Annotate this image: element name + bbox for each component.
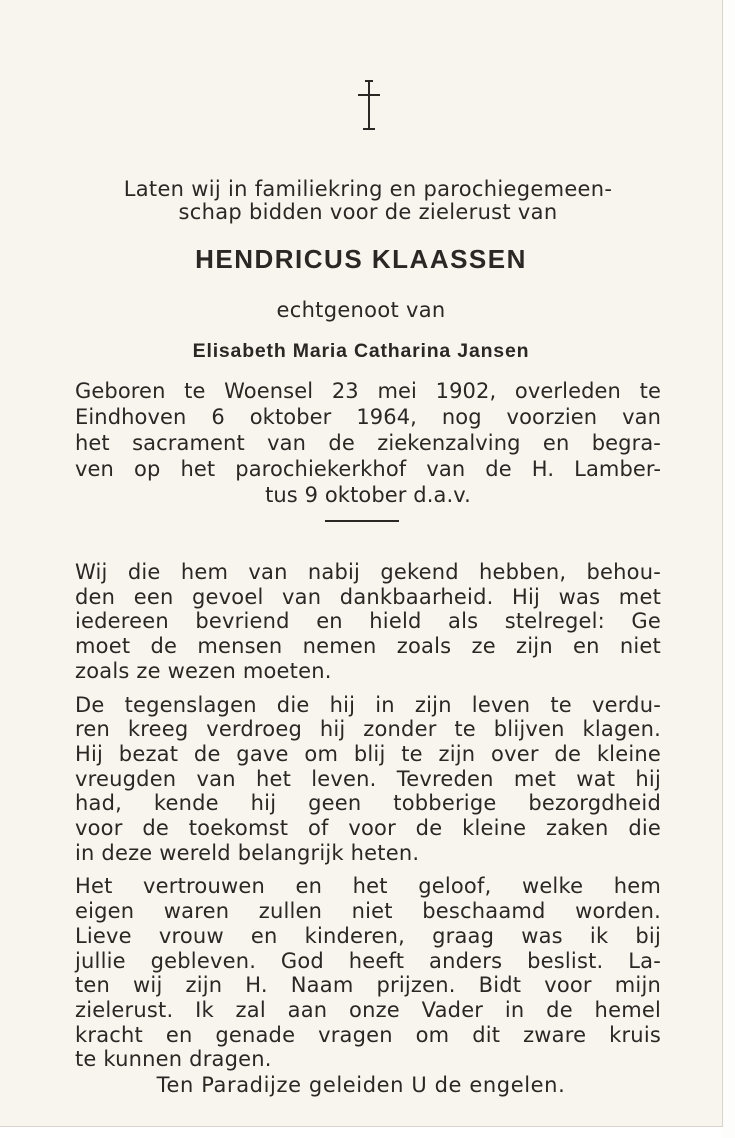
text-line: jullie gebleven. God heeft anders beslist. La-	[75, 948, 661, 973]
bio-line: Geboren te Woensel 23 mei 1902, overleden te	[75, 379, 661, 403]
text-line: eigen waren zullen niet beschaamd worden.	[75, 899, 661, 924]
tribute-paragraph	[75, 874, 661, 1072]
text-line: vreugden van het leven. Tevreden met wat hij	[75, 766, 661, 791]
text-line: ren kreeg verdroeg hij zonder te blijven klagen.	[75, 717, 661, 742]
text-line: Lieve vrouw en kinderen, graag was ik bij	[75, 923, 661, 948]
deceased-name: HENDRICUS KLAASSEN	[195, 244, 527, 274]
text-line: te kunnen dragen.	[75, 1047, 272, 1072]
text-line: kracht en genade vragen om dit zware kruis	[75, 1022, 661, 1047]
intro-line: schap bidden voor de zielerust van	[178, 200, 558, 224]
spouse-name: Elisabeth Maria Catharina Jansen	[192, 340, 530, 362]
text-line: zoals ze wezen moeten.	[75, 658, 332, 683]
text-line: moet de mensen nemen zoals ze zijn en niet	[75, 634, 661, 659]
bio-line: het sacrament van de ziekenzalving en begra-	[75, 431, 661, 455]
tribute-paragraph	[75, 560, 661, 684]
text-line: Het vertrouwen en het geloof, welke hem	[75, 874, 661, 899]
intro-line: Laten wij in familiekring en parochiegemeen-	[123, 177, 613, 201]
divider	[325, 520, 399, 522]
text-line: iedereen bevriend en hield als stelregel: Ge	[75, 609, 661, 634]
spouse-label: echtgenoot van	[276, 298, 446, 322]
intro-text	[75, 178, 661, 224]
text-line: voor de toekomst of voor de kleine zaken die	[75, 816, 661, 841]
text-line: den een gevoel van dankbaarheid. Hij was met	[75, 584, 661, 609]
page-margin-strip	[722, 0, 735, 1138]
text-line: Wij die hem van nabij gekend hebben, behou-	[75, 560, 661, 584]
tribute-text	[75, 560, 661, 1081]
cross-icon	[351, 80, 387, 132]
tribute-paragraph	[75, 693, 661, 866]
text-line: zielerust. Ik zal aan onze Vader in de hemel	[75, 997, 661, 1022]
text-line: in deze wereld belangrijk heten.	[75, 840, 420, 865]
text-line: Hij bezat de gave om blij te zijn over de kleine	[75, 741, 661, 766]
bio-line: tus 9 oktober d.a.v.	[265, 483, 471, 507]
text-line: ten wij zijn H. Naam prijzen. Bidt voor mijn	[75, 973, 661, 998]
bio-line: Eindhoven 6 oktober 1964, nog voorzien van	[75, 405, 661, 429]
closing-blessing: Ten Paradijze geleiden U de engelen.	[156, 1073, 566, 1097]
bio-line: ven op het parochiekerkhof van de H. Lamber-	[75, 457, 661, 481]
text-line: had, kende hij geen tobberige bezorgdheid	[75, 791, 661, 816]
text-line: De tegenslagen die hij in zijn leven te verdu-	[75, 692, 661, 717]
biography-text	[75, 378, 661, 508]
